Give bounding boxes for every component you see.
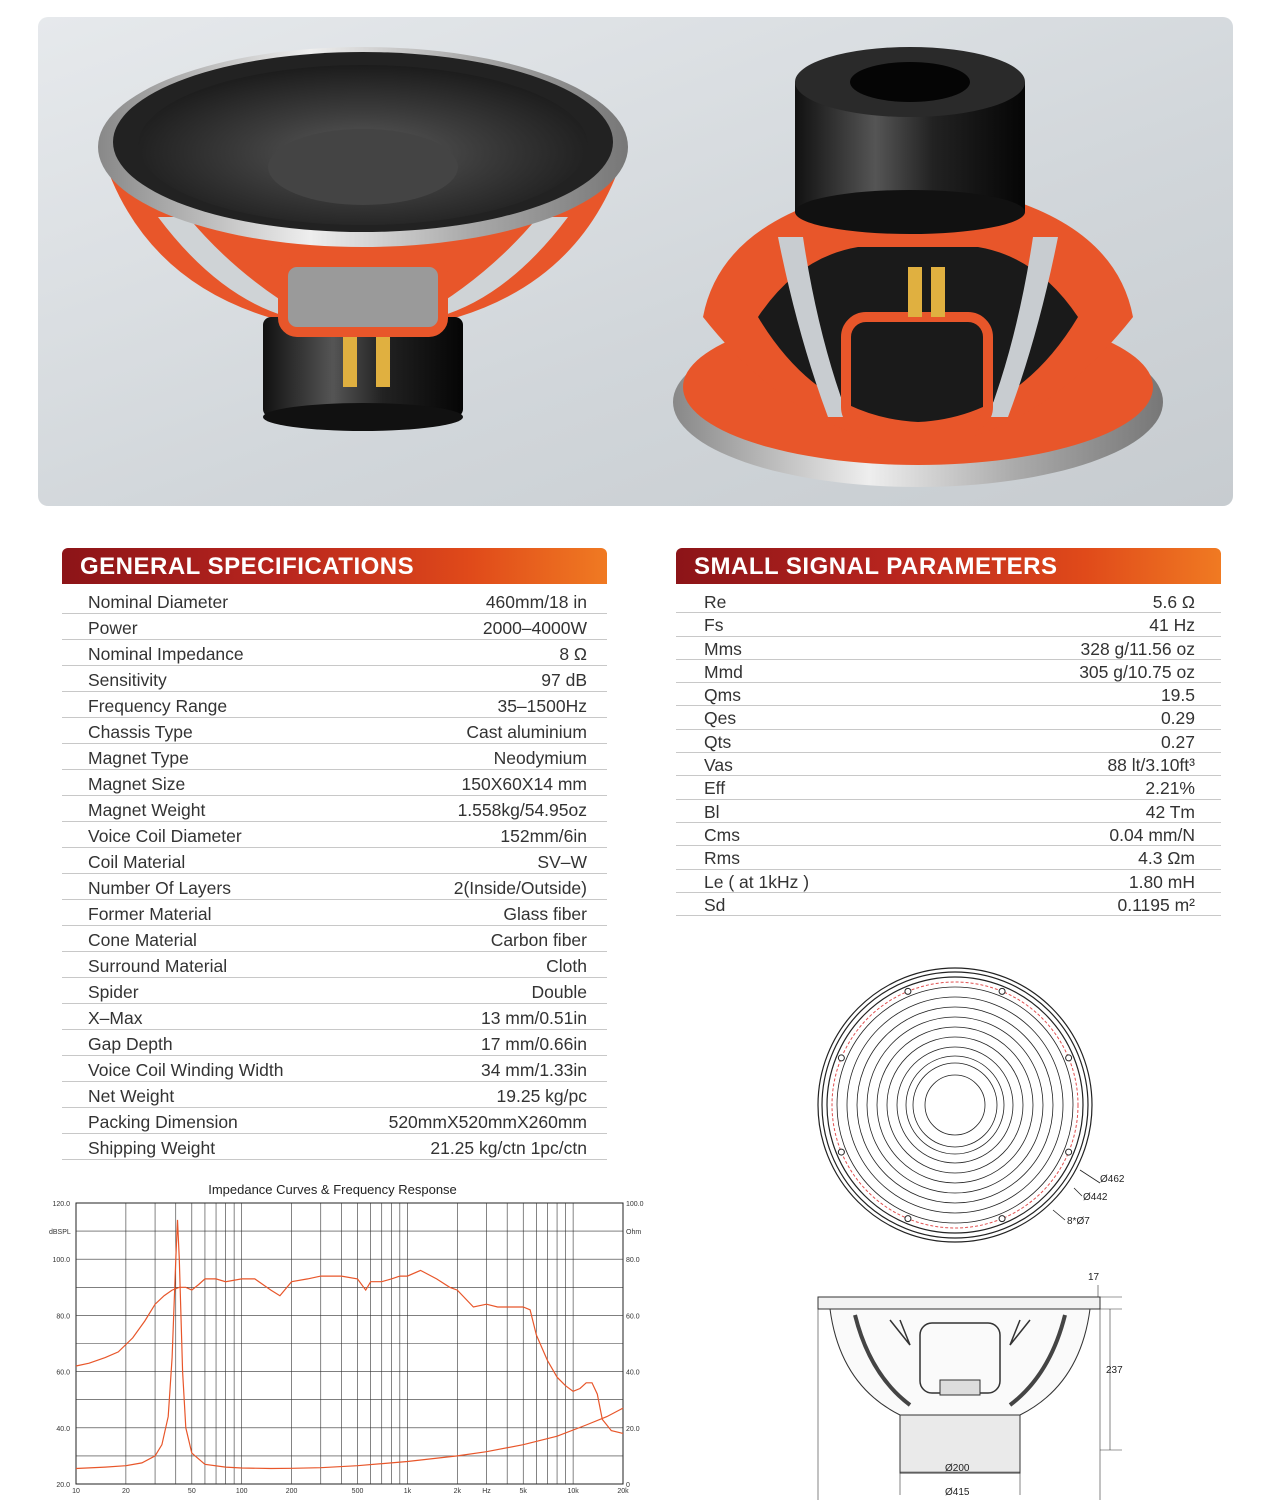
spec-value: 1.558kg/54.95oz (457, 800, 587, 820)
cone-ring (913, 1063, 997, 1147)
spec-row (62, 952, 607, 978)
right-tick-label: 40.0 (626, 1369, 640, 1377)
side-view-drawing (800, 1265, 1140, 1500)
spec-row (676, 846, 1221, 869)
spec-label: Mms (704, 638, 742, 659)
dim-holes: 8*Ø7 (1067, 1216, 1090, 1227)
mount-hole (1066, 1055, 1072, 1061)
spec-row (676, 893, 1221, 916)
x-tick-label: 20 (121, 1488, 130, 1495)
x-tick-label: 500 (351, 1488, 364, 1495)
spec-label: Mmd (704, 661, 743, 682)
spec-value: 88 lt/3.10ft³ (1107, 755, 1195, 776)
x-tick-label: Hz (482, 1488, 491, 1495)
dim-outer: Ø462 (1100, 1174, 1125, 1185)
spec-row (62, 1082, 607, 1108)
small-signal-header (676, 548, 1221, 584)
x-tick-label: 50 (187, 1488, 196, 1495)
cone-ring (847, 997, 1063, 1213)
spec-value: 2.21% (1145, 778, 1195, 799)
spec-value: 328 g/11.56 oz (1080, 638, 1195, 659)
spec-row (676, 613, 1221, 636)
spec-label: Le ( at 1kHz ) (704, 871, 810, 892)
spec-value: 21.25 kg/ctn 1pc/ctn (430, 1138, 587, 1158)
speaker-front-view (98, 47, 628, 431)
spec-label: Frequency Range (88, 696, 228, 716)
mount-hole (838, 1055, 844, 1061)
cone-ring (897, 1047, 1013, 1163)
small-signal-title: SMALL SIGNAL PARAMETERS (694, 553, 1058, 580)
dim-magnet: Ø200 (945, 1463, 970, 1474)
cone-rings (818, 968, 1092, 1242)
mount-hole (999, 988, 1005, 994)
spec-row (62, 1056, 607, 1082)
left-tick-label: 120.0 (52, 1201, 70, 1208)
cone-ring (827, 977, 1083, 1233)
spec-label: Packing Dimension (88, 1112, 238, 1132)
chart-canvas (40, 1175, 644, 1500)
spec-row (62, 640, 607, 666)
dim-flange: 17 (1088, 1272, 1100, 1283)
dim-height: 237 (1106, 1365, 1123, 1376)
spec-row (62, 900, 607, 926)
spec-label: Cone Material (88, 930, 197, 950)
spec-row (62, 978, 607, 1004)
spec-value: 4.3 Ωm (1138, 848, 1195, 869)
x-tick-label: 2k (453, 1488, 461, 1495)
impedance-frequency-chart (40, 1175, 644, 1500)
cone-ring (925, 1075, 985, 1135)
spec-row (62, 848, 607, 874)
spec-value: 2(Inside/Outside) (453, 878, 587, 898)
mount-circle (832, 982, 1078, 1228)
small-signal-table (676, 590, 1221, 916)
spec-row (62, 926, 607, 952)
spec-row (62, 1108, 607, 1134)
left-tick-label: 60.0 (56, 1369, 70, 1377)
x-tick-label: 5k (519, 1488, 527, 1495)
cone-ring (818, 968, 1092, 1242)
x-tick-label: 200 (285, 1488, 298, 1495)
spec-row (62, 770, 607, 796)
right-tick-label: 100.0 (626, 1201, 644, 1208)
spec-label: Eff (704, 778, 726, 799)
spec-label: Magnet Weight (88, 800, 206, 820)
x-tick-label: 100 (235, 1488, 248, 1495)
spec-label: Cms (704, 824, 740, 845)
spec-row (62, 588, 607, 614)
general-specs-header (62, 548, 607, 584)
spec-label: Spider (88, 982, 139, 1002)
right-tick-label: 80.0 (626, 1257, 640, 1265)
spec-label: Coil Material (88, 852, 186, 872)
spec-value: 42 Tm (1145, 801, 1195, 822)
x-tick-label: 10k (567, 1488, 579, 1495)
spec-label: Qes (704, 708, 737, 729)
general-specs-title: GENERAL SPECIFICATIONS (80, 553, 415, 580)
dim-mount: Ø442 (1083, 1192, 1108, 1203)
cone-ring (877, 1027, 1033, 1183)
spec-label: Nominal Impedance (88, 644, 244, 664)
general-specs-table (62, 588, 607, 1160)
x-tick-label: 10 (72, 1488, 80, 1495)
left-tick-label: 20.0 (56, 1482, 70, 1489)
spec-row (62, 718, 607, 744)
spec-label: Former Material (88, 904, 212, 924)
spec-value: SV–W (537, 852, 587, 872)
spec-value: Cast aluminium (466, 722, 587, 742)
left-axis-unit: dBSPL (49, 1229, 71, 1236)
spec-row (676, 706, 1221, 729)
spec-value: 41 Hz (1149, 615, 1195, 636)
spec-row (676, 590, 1221, 613)
left-tick-label: 100.0 (52, 1257, 70, 1265)
frame-basket (830, 1309, 1090, 1415)
spec-label: Magnet Size (88, 774, 186, 794)
speaker-photos (38, 17, 1233, 506)
spec-label: Gap Depth (88, 1034, 173, 1054)
cone-ring (867, 1017, 1043, 1193)
spec-row (676, 730, 1221, 753)
spec-value: 2000–4000W (482, 618, 587, 638)
spec-value: 35–1500Hz (497, 696, 587, 716)
spec-label: Bl (704, 801, 720, 822)
mount-hole (838, 1149, 844, 1155)
spec-label: Power (88, 618, 138, 638)
spec-value: 0.1195 m² (1117, 894, 1195, 915)
spec-row (676, 683, 1221, 706)
cone-ring (837, 987, 1073, 1223)
left-tick-label: 40.0 (56, 1425, 70, 1433)
spec-row (676, 823, 1221, 846)
cone-ring (887, 1037, 1023, 1173)
spec-row (676, 637, 1221, 660)
spec-label: X–Max (88, 1008, 143, 1028)
x-tick-label: 1k (403, 1488, 412, 1495)
mount-hole (1066, 1149, 1072, 1155)
spec-value: 34 mm/1.33in (480, 1060, 587, 1080)
spec-row (62, 692, 607, 718)
spec-row (676, 776, 1221, 799)
spec-value: 0.04 mm/N (1109, 824, 1195, 845)
spec-row (62, 1134, 607, 1160)
spec-value: 19.5 (1160, 685, 1195, 706)
cone-ring (857, 1007, 1053, 1203)
spec-label: Number Of Layers (88, 878, 231, 898)
frame-flange (818, 1297, 1100, 1309)
spec-value: 460mm/18 in (485, 592, 587, 612)
spec-value: 17 mm/0.66in (480, 1034, 587, 1054)
right-axis-unit: Ohm (626, 1229, 642, 1236)
spec-value: 5.6 Ω (1152, 592, 1195, 612)
spec-label: Rms (704, 848, 740, 869)
spec-label: Chassis Type (88, 722, 193, 742)
spec-value: Neodymium (493, 748, 587, 768)
spec-row (676, 870, 1221, 893)
top-view-drawing (810, 960, 1130, 1260)
mount-hole (905, 988, 911, 994)
spec-label: Nominal Diameter (88, 592, 229, 612)
spec-label: Voice Coil Diameter (88, 826, 242, 846)
spec-label: Net Weight (88, 1086, 175, 1106)
spec-row (62, 666, 607, 692)
spec-value: 152mm/6in (500, 826, 587, 846)
x-tick-label: 20k (617, 1488, 629, 1495)
right-tick-label: 0 (626, 1482, 630, 1489)
spec-value: 1.80 mH (1128, 871, 1195, 892)
right-tick-label: 20.0 (626, 1425, 640, 1433)
spec-value: Cloth (546, 956, 587, 976)
spec-label: Voice Coil Winding Width (88, 1060, 284, 1080)
spec-row (62, 1004, 607, 1030)
spec-value: 0.27 (1160, 731, 1195, 752)
spec-row (62, 796, 607, 822)
spec-label: Sd (704, 894, 726, 915)
spec-label: Sensitivity (88, 670, 167, 690)
spec-value: Glass fiber (503, 904, 587, 924)
spec-row (676, 660, 1221, 683)
spec-label: Shipping Weight (88, 1138, 216, 1158)
chart-title: Impedance Curves & Frequency Response (208, 1182, 457, 1197)
spec-value: 19.25 kg/pc (496, 1086, 587, 1106)
product-photo-panel (38, 17, 1233, 506)
left-tick-label: 80.0 (56, 1313, 70, 1321)
spec-row (676, 800, 1221, 823)
spec-value: 0.29 (1160, 708, 1195, 729)
right-tick-label: 60.0 (626, 1313, 640, 1321)
speaker-rear-view (673, 47, 1163, 487)
spec-value: 150X60X14 mm (461, 774, 587, 794)
spec-row (62, 874, 607, 900)
spec-value: 97 dB (541, 670, 587, 690)
spec-label: Surround Material (88, 956, 228, 976)
spec-label: Magnet Type (88, 748, 189, 768)
dim-base: Ø415 (945, 1487, 970, 1498)
spec-label: Vas (704, 755, 733, 776)
spec-value: 520mmX520mmX260mm (388, 1112, 587, 1132)
spec-row (62, 614, 607, 640)
spec-row (62, 744, 607, 770)
spec-value: 8 Ω (559, 644, 587, 664)
cone-ring (906, 1056, 1004, 1154)
spec-label: Qms (704, 685, 741, 706)
spec-label: Fs (704, 615, 724, 636)
spec-value: Carbon fiber (490, 930, 587, 950)
spec-value: Double (531, 982, 587, 1002)
mount-hole (905, 1216, 911, 1222)
spec-label: Qts (704, 731, 732, 752)
cone-ring (822, 972, 1088, 1238)
spec-row (62, 1030, 607, 1056)
spec-label: Re (704, 592, 727, 612)
spec-value: 13 mm/0.51in (480, 1008, 587, 1028)
spec-value: 305 g/10.75 oz (1079, 661, 1195, 682)
mount-hole (999, 1216, 1005, 1222)
mount-holes (838, 988, 1071, 1221)
spec-row (62, 822, 607, 848)
spec-row (676, 753, 1221, 776)
